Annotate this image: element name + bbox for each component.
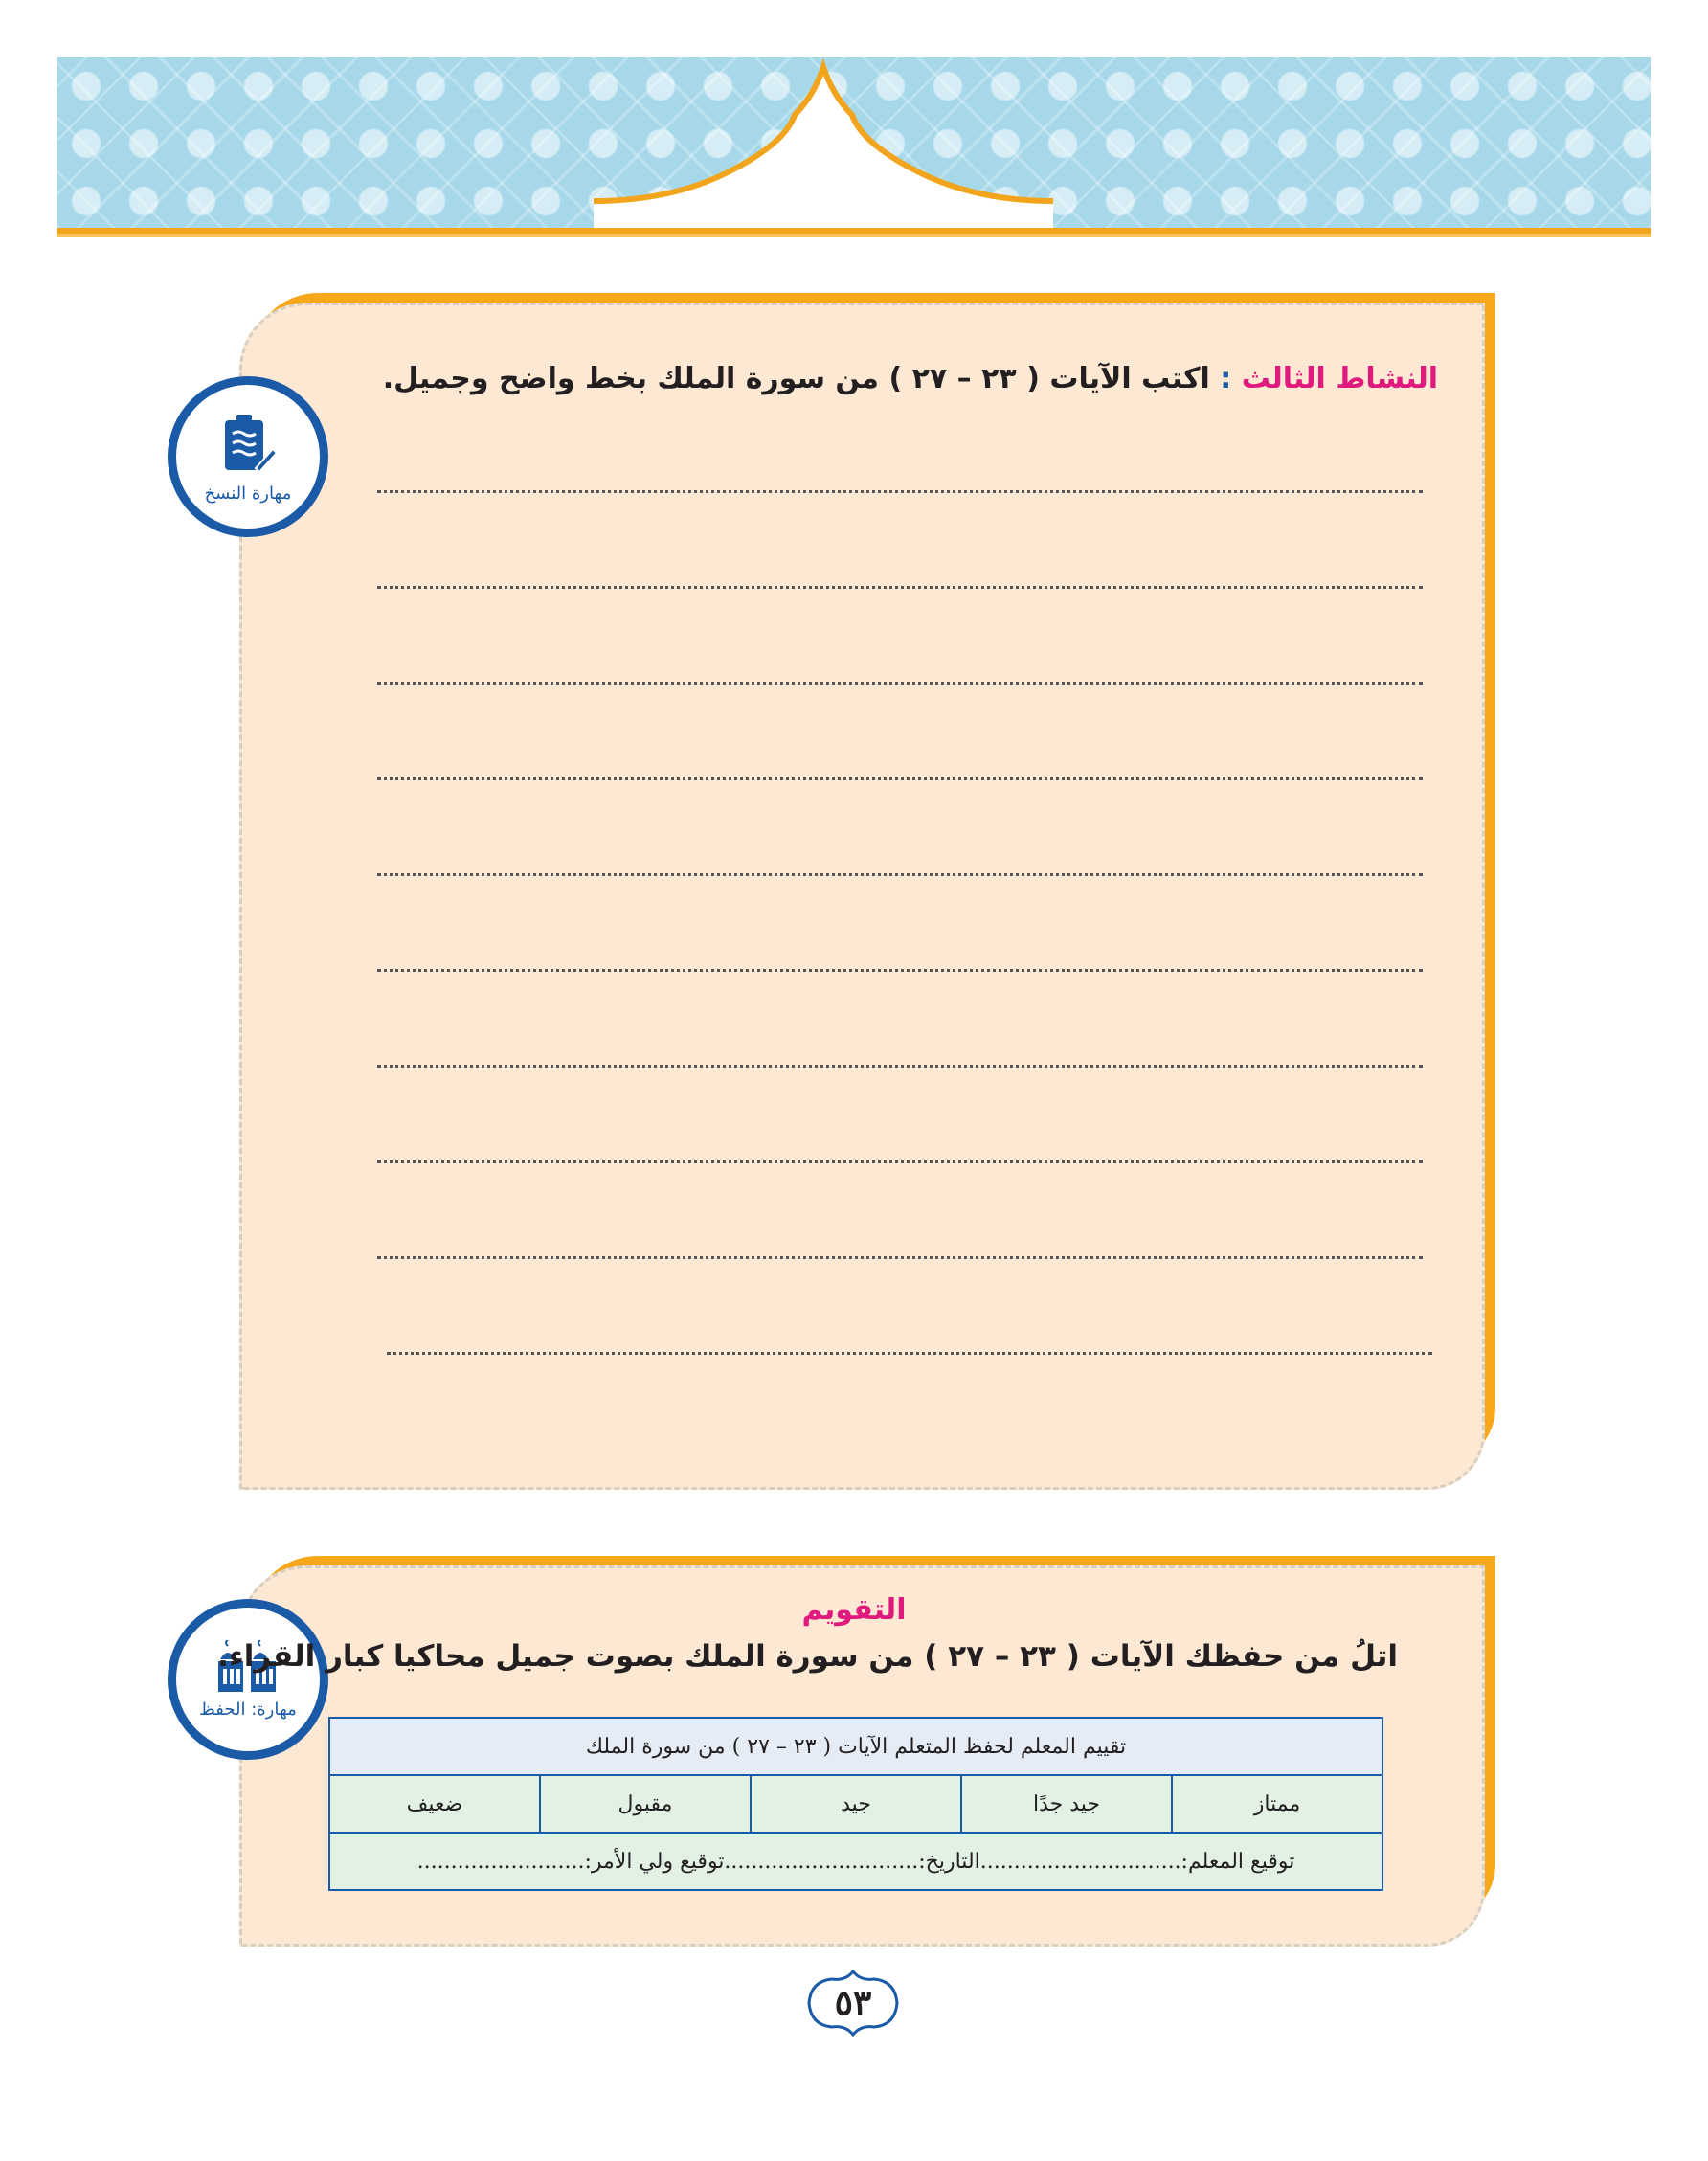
memorization-skill-label: مهارة: الحفظ (199, 1699, 297, 1720)
writing-line[interactable] (377, 1256, 1423, 1259)
evaluation-instruction: اتلُ من حفظك الآيات ( ٢٣ – ٢٧ ) من سورة الملك بصوت جميل محاكيا كبار القراء. (217, 1639, 1398, 1674)
grade-good[interactable]: جيد (751, 1775, 961, 1833)
writing-line[interactable] (387, 1352, 1432, 1355)
clipboard-pencil-icon (217, 411, 279, 478)
signature-line[interactable]: توقيع المعلم:..............................التاريخ:.............................توقيع ولي الأمر:......................... (329, 1833, 1382, 1890)
page-number (807, 1970, 899, 2037)
activity-colon: : (1209, 362, 1242, 395)
writing-line[interactable] (377, 490, 1423, 493)
activity-label: النشاط الثالث (1241, 362, 1438, 395)
evaluation-table-header-row (329, 1718, 1382, 1775)
writing-line[interactable] (377, 873, 1423, 876)
writing-line[interactable] (377, 1065, 1423, 1068)
copying-skill-label: مهارة النسخ (204, 483, 292, 504)
header-pattern-band (57, 57, 1651, 234)
evaluation-table (328, 1717, 1383, 1891)
activity-card (239, 303, 1485, 1490)
writing-line[interactable] (377, 586, 1423, 589)
header-arch-ornament (57, 57, 1651, 228)
grade-acceptable[interactable]: مقبول (540, 1775, 751, 1833)
activity-heading (383, 362, 1438, 395)
grade-very-good[interactable]: جيد جدًا (961, 1775, 1172, 1833)
evaluation-table-header: تقييم المعلم لحفظ المتعلم الآيات ( ٢٣ – ٢٧ ) من سورة الملك (329, 1718, 1382, 1775)
evaluation-title: التقويم (801, 1593, 907, 1627)
writing-line[interactable] (377, 1160, 1423, 1163)
grade-weak[interactable]: ضعيف (329, 1775, 540, 1833)
writing-line[interactable] (377, 969, 1423, 972)
activity-instruction: اكتب الآيات ( ٢٣ – ٢٧ ) من سورة الملك بخط واضح وجميل. (382, 362, 1210, 395)
writing-line[interactable] (377, 682, 1423, 685)
grades-row (329, 1775, 1382, 1833)
writing-line[interactable] (377, 777, 1423, 780)
grade-excellent[interactable]: ممتاز (1172, 1775, 1382, 1833)
copying-skill-badge (168, 376, 328, 537)
page-number-text: ٥٣ (834, 1983, 872, 2023)
signature-row (329, 1833, 1382, 1890)
